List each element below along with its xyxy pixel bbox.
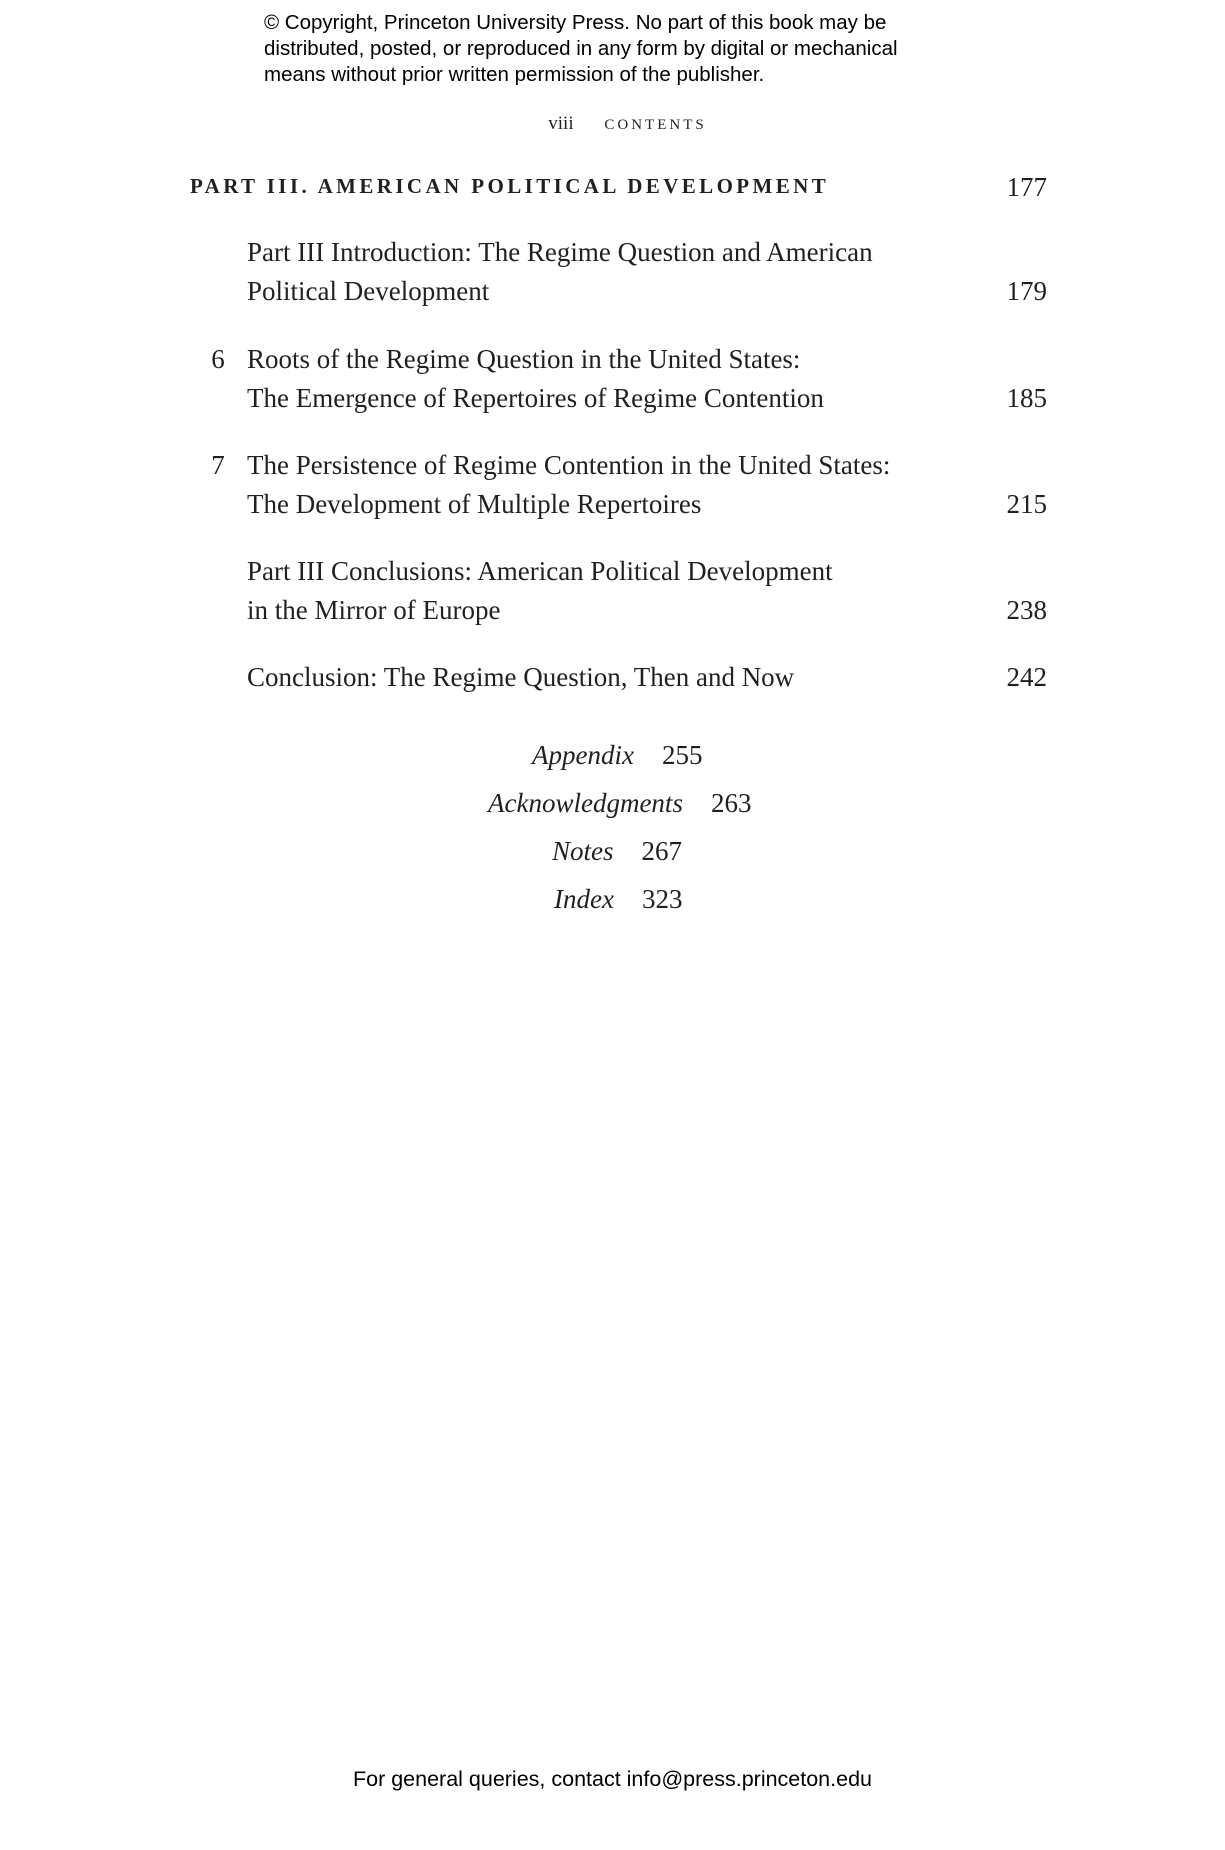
back-matter-page: 267 xyxy=(641,836,683,866)
toc-entry-title xyxy=(247,658,794,697)
back-matter-page: 323 xyxy=(641,884,683,914)
chapter-number: 6 xyxy=(211,344,225,374)
back-matter-title: Notes xyxy=(552,836,614,866)
back-matter-page: 255 xyxy=(661,740,703,770)
back-matter-item xyxy=(532,740,702,771)
back-matter-page: 263 xyxy=(710,788,752,818)
toc-entry xyxy=(190,446,1047,523)
back-matter-title: Index xyxy=(554,884,614,914)
toc-entry xyxy=(190,340,1047,417)
toc-title-line: The Emergence of Repertoires of Regime Contention xyxy=(247,382,824,413)
copyright-line: distributed, posted, or reproduced in any form by digital or mechanical xyxy=(264,37,898,60)
toc-title-line: Political Development xyxy=(247,275,490,306)
toc-title-line: Conclusion: The Regime Question, Then and Now xyxy=(247,662,795,692)
back-matter-title: Acknowledgments xyxy=(488,788,683,818)
copyright-notice xyxy=(264,10,1024,88)
chapter-number: 7 xyxy=(211,450,225,480)
toc-page-number: 185 xyxy=(1006,382,1047,413)
back-matter-item xyxy=(554,884,682,915)
toc-page-number: 179 xyxy=(1006,275,1047,306)
toc-entry xyxy=(190,658,1047,697)
running-head xyxy=(0,113,1225,135)
copyright-line: means without prior written permission of the publisher. xyxy=(264,63,765,86)
toc-title-line: Roots of the Regime Question in the United States: xyxy=(247,344,801,374)
copyright-line: © Copyright, Princeton University Press. No part of this book may be xyxy=(264,11,887,34)
toc-entry xyxy=(190,233,1047,310)
toc-entry-title xyxy=(247,552,833,629)
toc-title-line: Part III Conclusions: American Political Development xyxy=(247,556,833,586)
part-page-number: 177 xyxy=(1006,172,1047,202)
toc-title-line: The Persistence of Regime Contention in the United States: xyxy=(247,450,891,480)
toc-page-number: 238 xyxy=(1006,594,1047,625)
footer-contact: For general queries, contact info@press.princeton.edu xyxy=(352,1767,872,1791)
page-folio: viii xyxy=(548,113,574,134)
part-heading: PART III. AMERICAN POLITICAL DEVELOPMENT xyxy=(190,174,830,198)
toc-title-line: Part III Introduction: The Regime Question and American xyxy=(247,237,873,267)
toc-page-number: 242 xyxy=(1006,662,1047,692)
toc-entry-title xyxy=(247,446,890,523)
toc-entry xyxy=(190,552,1047,629)
back-matter-item xyxy=(488,788,751,819)
toc-entry-title xyxy=(247,340,824,417)
toc-title-line: The Development of Multiple Repertoires xyxy=(247,488,702,519)
running-head-label: CONTENTS xyxy=(604,117,707,133)
toc-entry-title xyxy=(247,233,873,310)
back-matter-item xyxy=(552,836,682,867)
toc-title-line: in the Mirror of Europe xyxy=(247,594,501,625)
toc-page-number: 215 xyxy=(1006,488,1047,519)
back-matter-title: Appendix xyxy=(532,740,634,770)
